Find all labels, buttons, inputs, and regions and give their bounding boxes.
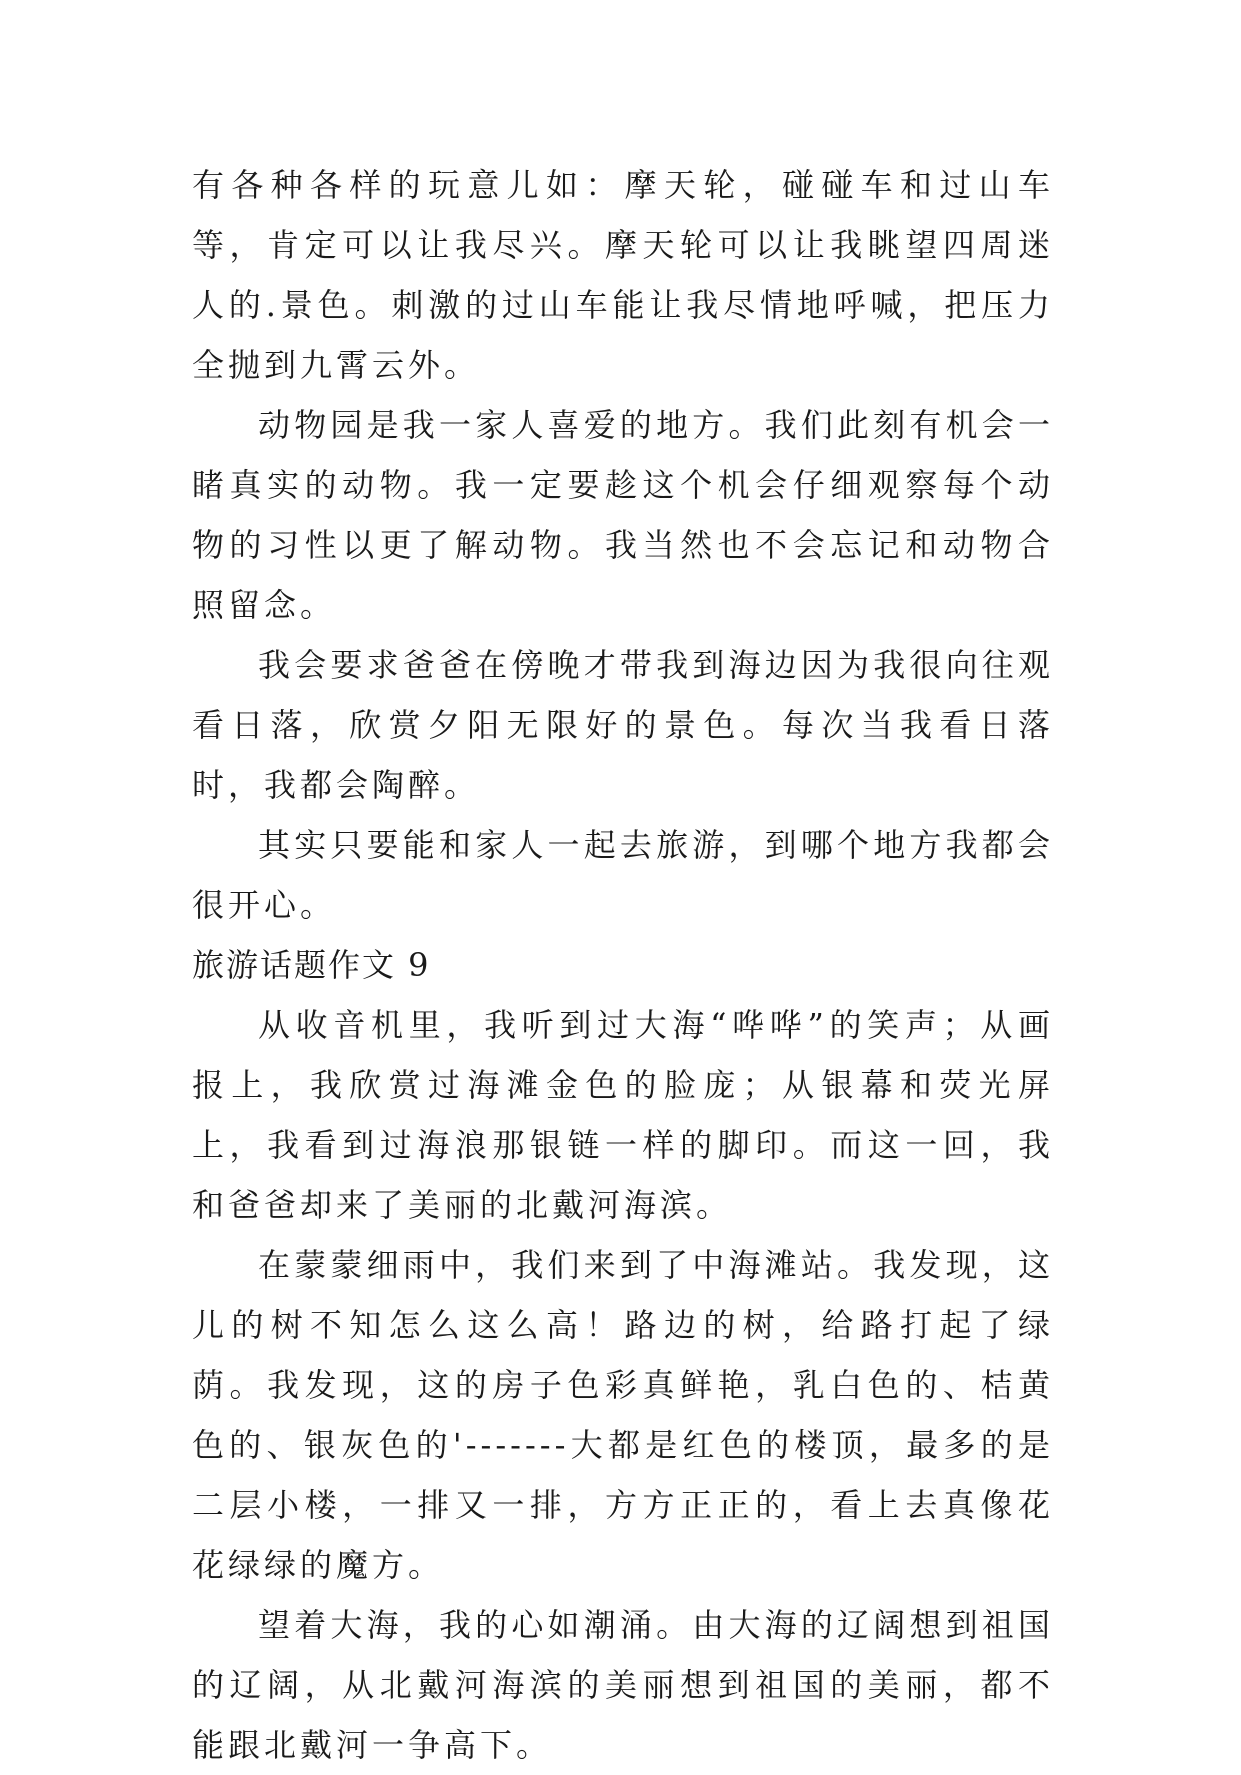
paragraph-sea-view: 望着大海，我的心如潮涌。由大海的辽阔想到祖国的辽阔，从北戴河海滨的美丽想到祖国的美丽，都不能跟北戴河一争高下。 bbox=[192, 1606, 1054, 1764]
paragraph-amusement-park: 有各种各样的玩意儿如：摩天轮，碰碰车和过山车等，肯定可以让我尽兴。摩天轮可以让我眺望四周迷人的.景色。刺激的过山车能让我尽情地呼喊，把压力全抛到九霄云外。 bbox=[192, 166, 1054, 384]
paragraph-sunset: 我会要求爸爸在傍晚才带我到海边因为我很向往观看日落，欣赏夕阳无限好的景色。每次当我看日落时，我都会陶醉。 bbox=[192, 646, 1054, 804]
section-title: 旅游话题作文 9 bbox=[192, 946, 431, 984]
paragraph-beidaihe-intro: 从收音机里，我听到过大海“哗哗”的笑声；从画报上，我欣赏过海滩金色的脸庞；从银幕和荧光屏上，我看到过海浪那银链一样的脚印。而这一回，我和爸爸却来了美丽的北戴河海滨。 bbox=[192, 1006, 1054, 1224]
document-body bbox=[192, 155, 1054, 1775]
paragraph-rain-station: 在蒙蒙细雨中，我们来到了中海滩站。我发现，这儿的树不知怎么这么高！路边的树，给路打起了绿荫。我发现，这的房子色彩真鲜艳，乳白色的、桔黄色的、银灰色的'-------大都是红色的楼顶，最多的是二层小楼，一排又一排，方方正正的，看上去真像花花绿绿的魔方。 bbox=[192, 1246, 1054, 1584]
paragraph-zoo: 动物园是我一家人喜爱的地方。我们此刻有机会一睹真实的动物。我一定要趁这个机会仔细观察每个动物的习性以更了解动物。我当然也不会忘记和动物合照留念。 bbox=[192, 406, 1054, 624]
paragraph-family-travel: 其实只要能和家人一起去旅游，到哪个地方我都会很开心。 bbox=[192, 826, 1054, 924]
